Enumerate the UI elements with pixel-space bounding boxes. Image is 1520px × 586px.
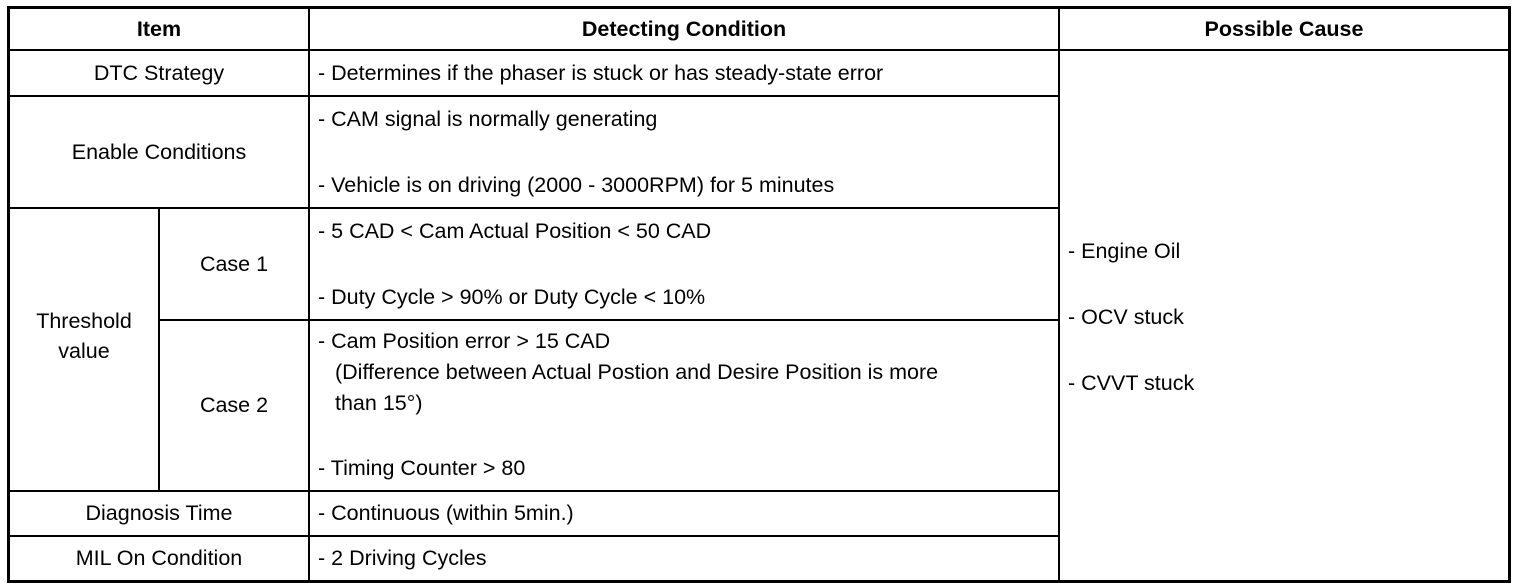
- header-cause-label: Possible Cause: [1204, 16, 1364, 41]
- row-diagnosis-time-label: [10, 490, 308, 535]
- case-1-condition-2: - Duty Cycle > 90% or Duty Cycle < 10%: [318, 285, 706, 309]
- case-2-condition-note-line2: than 15°): [335, 391, 423, 415]
- dtc-strategy-condition-text: - Determines if the phaser is stuck or has steady-state error: [318, 61, 884, 85]
- row-threshold-label: [10, 207, 158, 490]
- case-2-label: Case 2: [199, 393, 269, 417]
- row-dtc-strategy-label: [10, 49, 308, 95]
- header-possible-cause: [1058, 9, 1508, 49]
- dtc-strategy-label: DTC Strategy: [93, 60, 225, 85]
- threshold-label-line2: value: [58, 338, 110, 363]
- case-1-label-cell: [158, 207, 308, 319]
- case-1-label: Case 1: [199, 251, 269, 276]
- mil-on-label: MIL On Condition: [75, 546, 243, 570]
- row-enable-conditions-label: [10, 95, 308, 207]
- row-diagnosis-time-condition: [308, 490, 1058, 535]
- case-2-condition-note-line1: (Difference between Actual Postion and Desire Position is more: [335, 360, 939, 384]
- case-2-condition-1: - Cam Position error > 15 CAD: [318, 329, 611, 353]
- row-mil-on-condition: [308, 535, 1058, 580]
- enable-condition-1: - CAM signal is normally generating: [318, 107, 658, 131]
- case-2-condition-2: - Timing Counter > 80: [318, 456, 526, 480]
- row-dtc-strategy-condition: [308, 49, 1058, 95]
- enable-conditions-label: Enable Conditions: [71, 139, 247, 164]
- possible-cause-cell: [1058, 49, 1508, 580]
- enable-condition-2: - Vehicle is on driving (2000 - 3000RPM) for 5 minutes: [318, 173, 835, 197]
- possible-cause-3: - CVVT stuck: [1068, 371, 1195, 395]
- diagnosis-time-condition-text: - Continuous (within 5min.): [318, 501, 574, 525]
- row-enable-conditions-condition: [308, 95, 1058, 207]
- header-item: [10, 9, 308, 49]
- case-2-condition-cell: [308, 319, 1058, 490]
- header-detecting-label: Detecting Condition: [581, 16, 787, 41]
- case-1-condition-cell: [308, 207, 1058, 319]
- row-mil-on-label: [10, 535, 308, 580]
- possible-cause-2: - OCV stuck: [1068, 305, 1184, 329]
- diagnosis-time-label: Diagnosis Time: [85, 501, 233, 525]
- header-detecting-condition: [308, 9, 1058, 49]
- threshold-label-line1: Threshold: [36, 308, 132, 333]
- header-item-label: Item: [136, 16, 182, 41]
- case-2-label-cell: [158, 319, 308, 490]
- dtc-table: [7, 6, 1511, 583]
- case-1-condition-1: - 5 CAD < Cam Actual Position < 50 CAD: [318, 219, 712, 243]
- possible-cause-1: - Engine Oil: [1068, 239, 1181, 263]
- mil-on-condition-text: - 2 Driving Cycles: [318, 546, 487, 570]
